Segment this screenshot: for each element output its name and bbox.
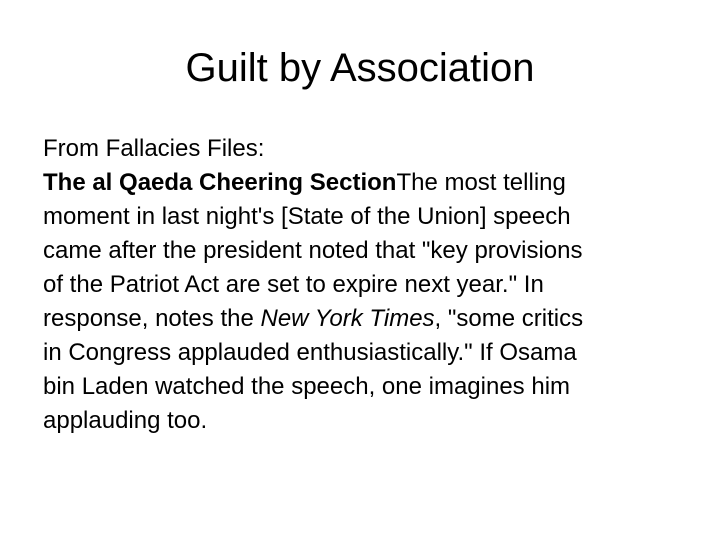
quote-line-6: in Congress applauded enthusiastically." If Osama [43, 339, 577, 366]
slide-title: Guilt by Association [185, 46, 535, 90]
quote-text: , "some critics [434, 305, 584, 332]
quote-line-1 [43, 166, 693, 200]
quote-text: The most telling [396, 169, 566, 196]
quote-line-4: of the Patriot Act are set to expire next year." In [43, 271, 544, 298]
slide-body [43, 132, 693, 438]
intro-line: From Fallacies Files: [43, 135, 265, 162]
publication-name: New York Times [260, 305, 435, 332]
quote-heading: The al Qaeda Cheering Section [43, 169, 397, 196]
quote-line-2: moment in last night's [State of the Union] speech [43, 203, 571, 230]
quote-line-8: applauding too. [43, 407, 208, 434]
quote-line-5 [43, 302, 693, 336]
quote-text: response, notes the [43, 305, 261, 332]
quote-line-3: came after the president noted that "key provisions [43, 237, 583, 264]
quote-line-7: bin Laden watched the speech, one imagines him [43, 373, 571, 400]
